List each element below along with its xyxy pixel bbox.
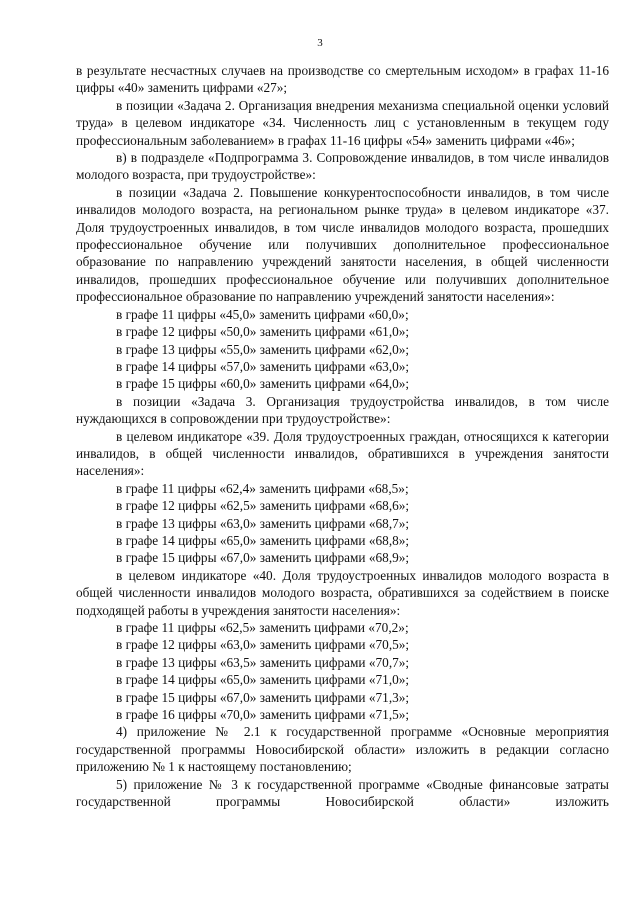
paragraph-task2-working-conditions: в позиции «Задача 2. Организация внедрения механизма специальной оценки условий труда» в целевом индикаторе «34. Численность лиц с установленным в текущем году профессиональным заболеванием» в графах 11-16 цифры «54» заменить цифрами «46»; — [76, 97, 609, 148]
list-item: в графе 12 цифры «62,5» заменить цифрами «68,6»; — [116, 498, 410, 514]
list-item: в графе 15 цифры «60,0» заменить цифрами «64,0»; — [116, 376, 410, 392]
list-item: в графе 11 цифры «45,0» заменить цифрами «60,0»; — [116, 306, 409, 322]
paragraph-indicator39: в целевом индикаторе «39. Доля трудоустроенных граждан, относящихся к категории инвалидов, в общей численности инвалидов, обратившихся в учреждения занятости населения»: — [76, 428, 609, 479]
paragraph-indicator40: в целевом индикаторе «40. Доля трудоустроенных инвалидов молодого возраста в общей численности инвалидов молодого возраста, обратившихся за содействием в поиске подходящей работы в учреждения занятости населения»: — [76, 567, 609, 618]
list-item: в графе 14 цифры «65,0» заменить цифрами «71,0»; — [116, 672, 410, 688]
list-item: в графе 13 цифры «55,0» заменить цифрами «62,0»; — [116, 341, 410, 357]
list-item: в графе 15 цифры «67,0» заменить цифрами «68,9»; — [116, 550, 410, 566]
list-item: в графе 13 цифры «63,0» заменить цифрами «68,7»; — [116, 515, 410, 531]
document-body — [76, 62, 609, 810]
list-item: в графе 11 цифры «62,5» заменить цифрами «70,2»; — [116, 620, 409, 635]
list-indicator39 — [76, 480, 609, 567]
list-indicator40 — [76, 619, 609, 723]
paragraph-appendix-3: 5) приложение № 3 к государственной программе «Сводные финансовые затраты государственной программы Новосибирской области» изложить — [76, 776, 609, 810]
list-item: в графе 13 цифры «63,5» заменить цифрами «70,7»; — [116, 654, 410, 670]
paragraph-task3-heading: в позиции «Задача 3. Организация трудоустройства инвалидов, в том числе нуждающихся в сопровождении при трудоустройстве»: — [76, 393, 609, 427]
paragraph-accidents-continuation: в результате несчастных случаев на производстве со смертельным исходом» в графах 11-16 цифры «40» заменить цифрами «27»; — [76, 63, 609, 96]
list-item: в графе 14 цифры «57,0» заменить цифрами «63,0»; — [116, 358, 410, 374]
list-item: в графе 16 цифры «70,0» заменить цифрами «71,5»; — [116, 707, 410, 723]
paragraph-subprogram3-heading: в) в подразделе «Подпрограмма 3. Сопровождение инвалидов, в том числе инвалидов молодого возраста, при трудоустройстве»: — [76, 150, 609, 183]
list-item: в графе 14 цифры «65,0» заменить цифрами «68,8»; — [116, 532, 410, 548]
paragraph-task2-indicator37: в позиции «Задача 2. Повышение конкурентоспособности инвалидов, в том числе инвалидов молодого возраста, на региональном рынке труда» в целевом индикаторе «37. Доля трудоустроенных инвалидов, в том числе инвалидов молодого возраста, прошедших профессиональное обучение или получивших дополнительное профессиональное образование по направлению учреждений занятости населения, в общей численности инвалидов, прошедших профессиональное обучение или получивших дополнительное профессиональное образование по направлению учреждений занятости населения»: — [76, 184, 609, 305]
paragraph-appendix-2-1: 4) приложение № 2.1 к государственной программе «Основные мероприятия государственной программы Новосибирской области» изложить в редакции согласно приложению № 1 к настоящему постановлению; — [76, 724, 609, 775]
list-item: в графе 11 цифры «62,4» заменить цифрами «68,5»; — [116, 480, 409, 496]
list-item: в графе 15 цифры «67,0» заменить цифрами «71,3»; — [116, 689, 410, 705]
list-item: в графе 12 цифры «50,0» заменить цифрами «61,0»; — [116, 324, 410, 340]
page-number: 3 — [317, 37, 323, 49]
list-indicator37 — [76, 306, 609, 393]
list-item: в графе 12 цифры «63,0» заменить цифрами «70,5»; — [116, 637, 410, 653]
